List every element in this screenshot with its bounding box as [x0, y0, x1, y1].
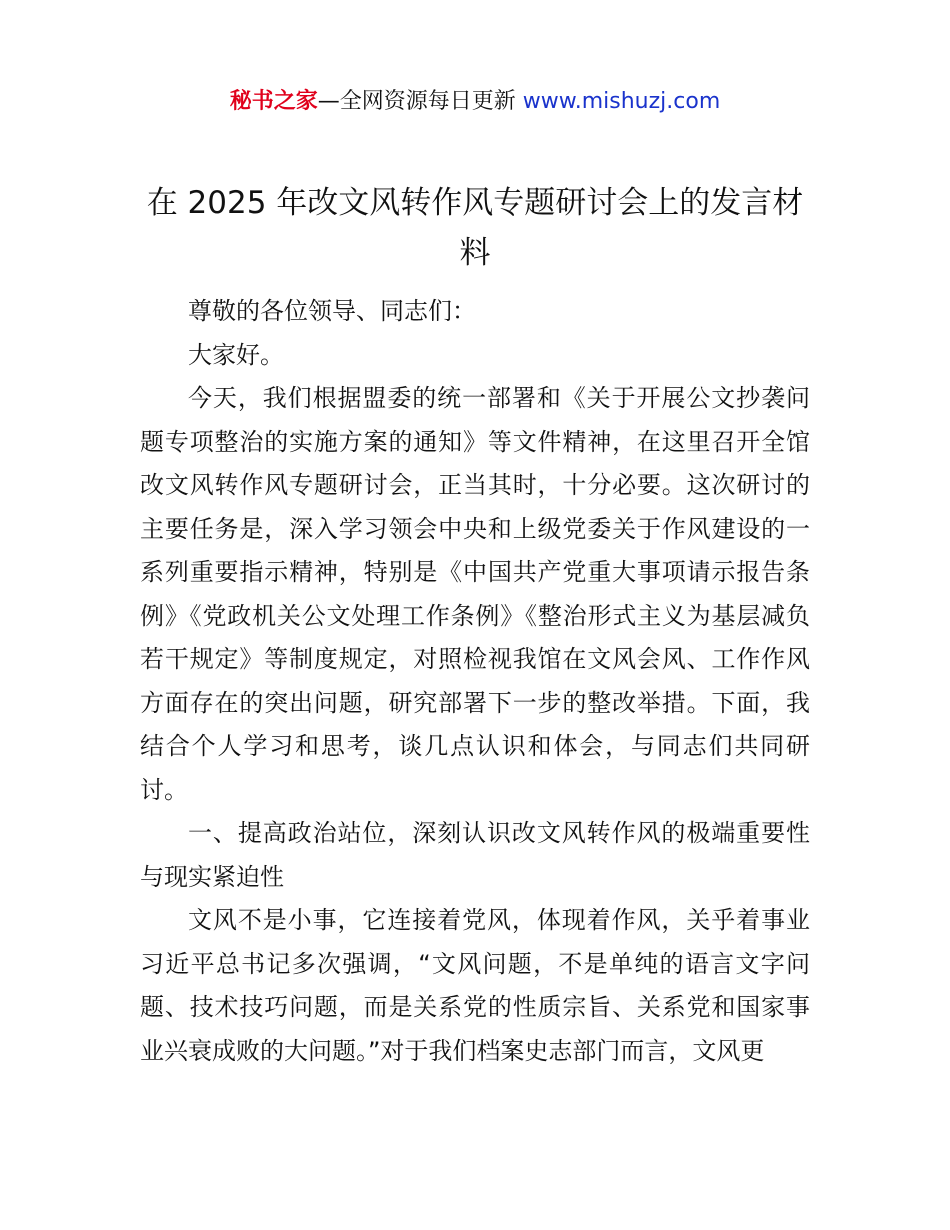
site-header — [0, 86, 950, 118]
header-tagline: —全网资源每日更新 — [317, 89, 523, 114]
section-heading: 一、提高政治站位，深刻认识改文风转作风的极端重要性与现实紧迫性 — [140, 819, 810, 891]
salutation-paragraph: 尊敬的各位领导、同志们： — [188, 297, 476, 325]
intro-paragraph: 今天，我们根据盟委的统一部署和《关于开展公文抄袭问题专项整治的实施方案的通知》等文件精神，在这里召开全馆改文风转作风专题研讨会，正当其时，十分必要。这次研讨的主要任务是，深入学习领会中央和上级党委关于作风建设的一系列重要指示精神，特别是《中国共产党重大事项请示报告条例》《党政机关公文处理工作条例》《整治形式主义为基层减负若干规定》等制度规定，对照检视我馆在文风会风、工作作风方面存在的突出问题，研究部署下一步的整改举措。下面，我结合个人学习和思考，谈几点认识和体会，与同志们共同研讨。 — [140, 384, 810, 804]
greeting-paragraph: 大家好。 — [188, 340, 284, 369]
body-paragraph: 文风不是小事，它连接着党风，体现着作风，关乎着事业习近平总书记多次强调，“文风问题，不是单纯的语言文字问题、技术技巧问题，而是关系党的性质宗旨、关系党和国家事业兴衰成败的大问题。”对于我们档案史志部门而言，文风更 — [140, 906, 810, 1065]
brand-name: 秘书之家 — [229, 89, 318, 114]
document-title: 在 2025 年改文风转作风专题研讨会上的发言材料 — [146, 185, 804, 271]
site-url-link[interactable]: www.mishuzj.com — [522, 89, 721, 114]
document-body — [140, 290, 810, 1073]
